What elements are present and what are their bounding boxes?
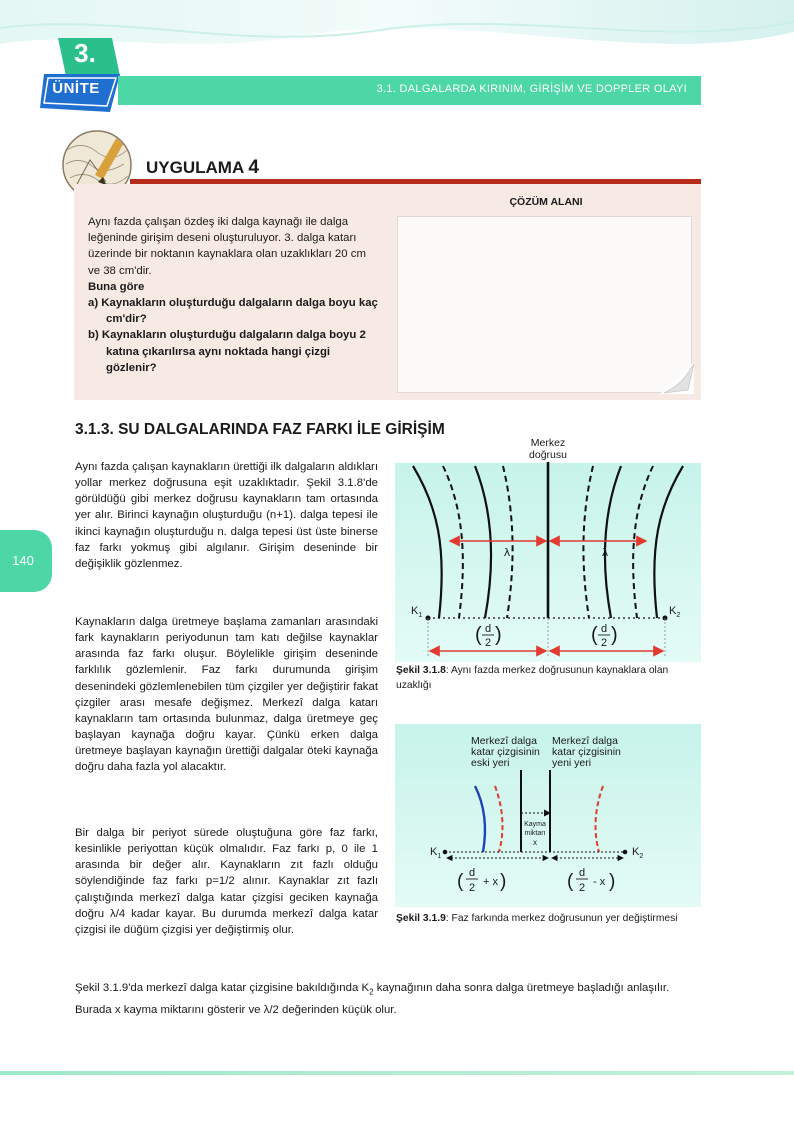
shift-label-3: x	[533, 838, 537, 847]
d-numerator: d	[600, 623, 608, 635]
caption-2-label: Şekil 3.1.9	[396, 913, 446, 924]
k1-label: $K_1$	[411, 605, 423, 619]
question-lead: Buna göre	[88, 280, 145, 293]
new-position-label-1: Merkezî dalga	[552, 735, 618, 747]
section-header-title: 3.1. DALGALARDA KIRINIM, GİRİŞİM VE DOPPLER OLAYI	[376, 83, 687, 95]
solution-area[interactable]	[397, 216, 692, 393]
figure-3-1-8-caption	[396, 664, 701, 693]
application-question	[88, 214, 380, 376]
svg-text:(: (	[457, 871, 464, 892]
paragraph-bottom-subscript: 2	[369, 987, 374, 997]
paren-close: )	[495, 624, 502, 646]
svg-text:(: (	[567, 871, 574, 892]
d-numerator: d	[468, 867, 476, 879]
figure-3-1-8	[395, 436, 701, 662]
section-heading: 3.1.3. SU DALGALARINDA FAZ FARKI İLE GİRİŞİM	[75, 421, 445, 438]
figure-3-1-9-caption	[396, 912, 701, 927]
solution-area-label: ÇÖZÜM ALANI	[509, 196, 583, 208]
figure-3-1-9	[395, 724, 701, 907]
application-title-word: UYGULAMA	[146, 158, 244, 177]
svg-text:): )	[500, 871, 507, 892]
plus-x: + x	[483, 876, 498, 888]
caption-2-text: : Faz farkında merkez doğrusunun yer değiştirmesi	[445, 913, 678, 924]
svg-text:): )	[609, 871, 616, 892]
d-denominator: 2	[578, 882, 586, 894]
new-position-label-3: yeni yeri	[552, 757, 592, 769]
k2-label-2: $K_2$	[632, 846, 644, 860]
lambda-label-left: λ	[503, 546, 511, 559]
minus-x: - x	[593, 876, 606, 888]
old-position-label-2: katar çizgisinin	[471, 746, 540, 758]
caption-1-label: Şekil 3.1.8	[396, 665, 446, 676]
caption-1-text: : Aynı fazda merkez doğrusunun kaynaklara olan uzaklığı	[396, 665, 669, 691]
question-intro: Aynı fazda çalışan özdeş iki dalga kaynağı ile dalga leğeninde girişim deseni oluşturuluyor. 3. dalga katarı üzerinde bir noktanın kaynaklara olan uzaklıkları 20 cm ve 38 cm'dir.	[88, 216, 366, 277]
application-title	[146, 157, 259, 179]
footer-rule	[0, 1071, 794, 1075]
shift-label-2: miktarı	[524, 830, 546, 837]
center-line-label-1: Merkez	[530, 437, 566, 449]
k1-label-2: $K_1$	[430, 846, 442, 860]
k2-label: $K_2$	[669, 605, 681, 619]
unit-word: ÜNİTE	[52, 80, 100, 97]
new-position-label-2: katar çizgisinin	[552, 746, 621, 758]
question-a: a) Kaynakların oluşturduğu dalgaların dalga boyu kaç cm'dir?	[88, 297, 378, 326]
page-curl-icon	[660, 362, 694, 394]
paragraph-2: Kaynakların dalga üretmeye başlama zamanları arasındaki fark kaynakların periyodunun tam katı değilse kaynaklar arasında faz farkı oluşur. Böylelikle girişim deseninde farklılık gözlemlenir. Faz farkı durumunda girişim desenindeki gözlemlenebilen tüm çizgiler yer değiştirir fakat çizgiler arası mesafe değişmez. Merkezî dalga katarı kaynakların tam ortasında bulunmaz, dalga üretmeye geç başlayan kaynağa doğru kayar. Çünkü erken dalga üretmeye başlayan kaynağın ürettiği dalgalar öteki kaynağa doğru daha fazla yol alacaktır.	[75, 616, 378, 774]
paren-close: )	[611, 624, 618, 646]
paragraph-bottom	[75, 979, 701, 1019]
old-position-label-3: eski yeri	[471, 757, 510, 769]
paragraph-bottom-part-2: kaynağının daha sonra dalga üretmeye başladığı anlaşılır. Burada x kayma miktarını gösterir ve λ/2 değerinden küçük olur.	[75, 982, 670, 1017]
d-numerator: d	[484, 623, 492, 635]
d-denominator: 2	[468, 882, 476, 894]
section-header-bar	[118, 76, 701, 105]
question-b: b) Kaynakların oluşturduğu dalgaların dalga boyu 2 katına çıkarılırsa aynı noktada hangi çizgi gözlenir?	[88, 329, 366, 374]
lambda-label-right: λ	[601, 546, 609, 559]
source-k2-2	[623, 850, 628, 855]
unit-number: 3.	[74, 38, 96, 68]
paragraph-bottom-part-1: Şekil 3.1.9'da merkezî dalga katar çizgisine bakıldığında K	[75, 982, 370, 994]
old-position-label-1: Merkezî dalga	[471, 735, 537, 747]
page-number: 140	[12, 553, 34, 568]
figure-2-background	[395, 724, 701, 907]
paren-open: (	[591, 624, 598, 646]
d-denominator: 2	[484, 637, 492, 649]
d-numerator: d	[578, 867, 586, 879]
d-denominator: 2	[600, 637, 608, 649]
center-line-label-2: doğrusu	[529, 449, 567, 461]
shift-label-1: Kayma	[524, 821, 546, 828]
source-k1-2	[443, 850, 448, 855]
paren-open: (	[475, 624, 482, 646]
paragraph-1: Aynı fazda çalışan kaynakların ürettiği ilk dalgaların aldıkları yollar merkez doğrusuna eşit uzaklıktadır. Şekil 3.1.8'de görüldüğü gibi merkez doğrusu kaynakların tam ortasında yer alır. Birinci kaynağın oluşturduğu (n+1). dalga tepesi ile ikinci kaynağın oluşturduğu n. dalga tepesi üst üste binerse faz farkı yokmuş gibi algılanır. Girişim deseninde bir değişiklik gözlenmez.	[75, 461, 378, 570]
paragraph-3: Bir dalga bir periyot sürede oluştuğuna göre faz farkı, kesinlikle periyottan küçük olmalıdır. Faz farkı p, 0 ile 1 arasında bir değer alır. Kaynakların zıt fazlı olduğu söylendiğinde faz farkı p=1/2 alınır. Kaynaklar zıt fazlı çalıştığında merkezî dalga katar çizgisi geciken kaynağa doğru λ/4 kadar kayar. Bu durumda merkezî dalga katar çizgisi ile düğüm çizgisi yer değiştirmiş olur.	[75, 827, 378, 936]
application-title-number: 4	[248, 157, 259, 178]
